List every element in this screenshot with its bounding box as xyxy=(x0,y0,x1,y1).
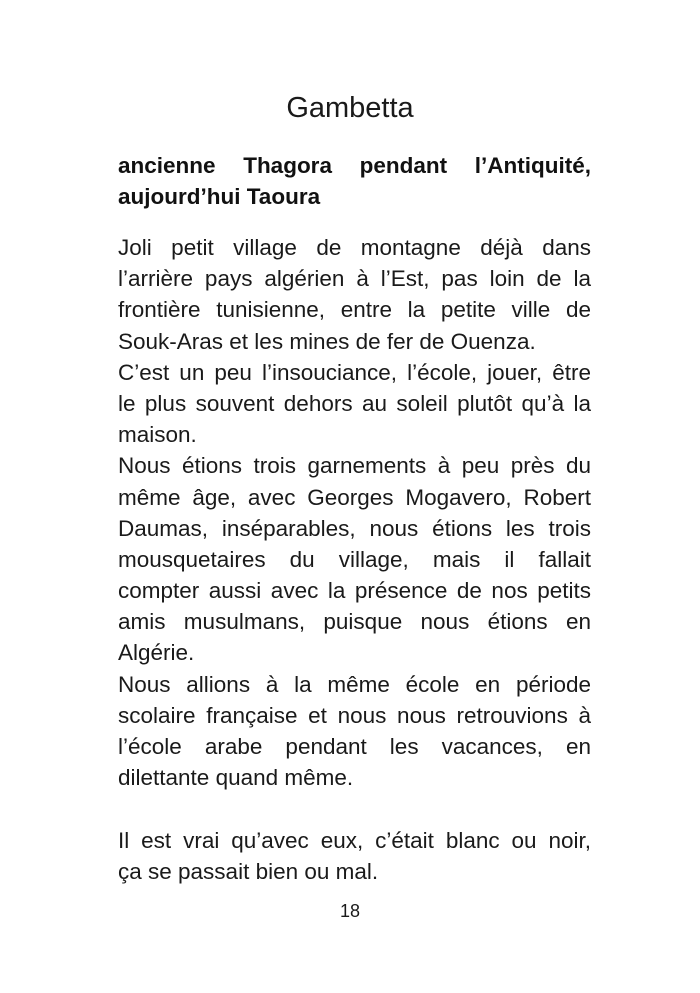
text-line: Souk-Aras et les mines de fer de Ouenza. xyxy=(118,328,536,354)
text-line: Nous allions à la même école en période xyxy=(118,671,591,697)
text-line: Algérie. xyxy=(118,640,195,666)
subtitle-line: aujourd’hui Taoura xyxy=(118,184,321,209)
text-line: compter aussi avec la présence de nos petits xyxy=(118,578,591,604)
paragraph xyxy=(118,232,591,357)
text-line: mousquetaires du village, mais il fallait xyxy=(118,546,591,572)
text-line: le plus souvent dehors au soleil plutôt qu’à la xyxy=(118,390,591,416)
text-line: maison. xyxy=(118,422,197,448)
text-line: amis musulmans, puisque nous étions en xyxy=(118,609,591,635)
text-line: Daumas, inséparables, nous étions les trois xyxy=(118,515,591,541)
paragraph xyxy=(118,450,591,668)
text-line: l’arrière pays algérien à l’Est, pas loin de la xyxy=(118,266,591,292)
text-line: dilettante quand même. xyxy=(118,765,354,791)
chapter-title: Gambetta xyxy=(286,92,414,124)
paragraph-spacer xyxy=(118,793,591,824)
paragraph xyxy=(118,669,591,794)
text-line: Nous étions trois garnements à peu près du xyxy=(118,453,591,479)
text-line: Joli petit village de montagne déjà dans xyxy=(118,235,591,260)
subtitle-line: ancienne Thagora pendant l’Antiquité, xyxy=(118,153,591,178)
body-text xyxy=(118,232,591,887)
text-line: frontière tunisienne, entre la petite ville de xyxy=(118,297,591,323)
page-number: 18 xyxy=(339,901,361,921)
text-line: Il est vrai qu’avec eux, c’était blanc ou noir, xyxy=(118,827,591,853)
chapter-subtitle xyxy=(118,150,591,212)
text-line: même âge, avec Georges Mogavero, Robert xyxy=(118,484,591,510)
paragraph xyxy=(118,825,591,887)
text-line: l’école arabe pendant les vacances, en xyxy=(118,734,591,759)
text-line: ça se passait bien ou mal. xyxy=(118,858,379,884)
text-line: C’est un peu l’insouciance, l’école, jouer, être xyxy=(118,359,591,385)
text-line: scolaire française et nous nous retrouvions à xyxy=(118,702,591,728)
paragraph xyxy=(118,357,591,451)
